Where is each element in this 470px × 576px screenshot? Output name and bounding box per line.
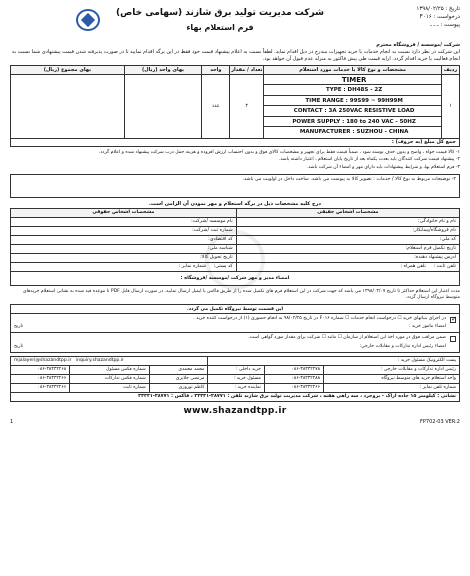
col-spec: مشخصات و نوع کالا یا خدمات مورد استعلام xyxy=(264,65,442,74)
national-id-field[interactable]: شناسه ملی: xyxy=(11,245,237,254)
terms-notes xyxy=(10,150,460,171)
description-line: تصویر کالا به پیوست می باشد. xyxy=(310,176,372,182)
contact-row: شماره تلفن نمابر : ۰۸۶-۳۸۳۳۲۲۶۶ نماینده خرید : کاظم نوروزی شماره ثابت ۰۸۶-۳۸۳۳۲۲۶۶ xyxy=(11,383,460,392)
col-unit-price: بهای واحد (ریال) xyxy=(124,65,202,74)
national-code-field[interactable]: کد ملی: xyxy=(236,236,459,245)
full-name-field[interactable]: نام و نام خانوادگی: xyxy=(236,218,459,227)
website-link[interactable]: www.shazandtpp.ir xyxy=(183,405,287,416)
note-item: ۳- فرم استعلام بها، و شرایط پیشنهادات باید دارای مهر و امضاء آن شرکت باشد. xyxy=(306,165,460,171)
note-item: ۱- کالا قیمت خواه ، واضح و بدون حذف نوشته شود ، ضمناً قیمت فقط برای تجهیز و مشخصات کالای فوق و بدون احتساب ارزش افزوده و هزینه حمل درب شرکت پیشنهاد شده و اعلام گردد. xyxy=(98,149,460,155)
checkbox-icon[interactable] xyxy=(450,317,456,323)
description-box xyxy=(10,174,460,198)
phone-field[interactable]: تلفن ثابت : تلفن همراه : xyxy=(236,263,459,272)
checkbox-icon[interactable] xyxy=(450,336,456,342)
salutation: شرکت /موسسه / فروشگاه محترم xyxy=(376,42,460,48)
company-address: نشانی : کیلومتر ۱۵ جاده اراک - بروجرد ، سه راهی هفته ، شرکت مدیریت تولید برق شازند تلفن : ۴۸۷۷۱-۳۳۳۳۱ ، فاکس : ۴۸۷۷۱-۳۳۳۳۱ xyxy=(10,393,460,402)
page-number: 1 xyxy=(10,418,14,425)
intro-text xyxy=(10,42,460,62)
company-logo xyxy=(10,6,100,34)
head-signature[interactable]: امضاء رئیس اداره تدارکات و مقابلات خارجی: xyxy=(359,343,446,349)
row-number: ۱ xyxy=(442,74,460,138)
economic-code-field[interactable]: کد اقتصادی: xyxy=(11,236,237,245)
buyer-row xyxy=(11,314,459,333)
date-field: تاریخ : ۱۳۹۸/۰۲/۲۵ xyxy=(416,6,460,12)
col-total-price: بهای مجموع (ریال) xyxy=(11,65,125,74)
items-table xyxy=(10,65,460,147)
head-date[interactable]: تاریخ xyxy=(14,343,24,349)
email-value[interactable]: mjalayeri@shazandtpp.ir inquiry.shazandtpp.ir xyxy=(11,356,208,365)
form-meta xyxy=(340,6,460,30)
description-line: ساخت داخل در اولویت می باشد. xyxy=(242,176,309,182)
item-spec xyxy=(264,74,442,138)
form-header xyxy=(10,6,460,40)
request-field: درخواست : F۰۱۶ xyxy=(419,14,460,20)
postal-fax-field[interactable]: کد پستی: شماره نمابر : xyxy=(11,263,237,272)
buyer-section-title: این قسمت توسط نیروگاه تکمیل می گردد. xyxy=(11,305,459,314)
total-in-words[interactable]: جمع کل مبلغ (به حروف) : xyxy=(11,138,460,146)
buyer-date[interactable]: تاریخ xyxy=(14,324,24,330)
spec-line: MANUFACTURER : SUZHOU - CHINA xyxy=(299,129,409,136)
spec-line: TYPE : DH48S - 2Z xyxy=(264,85,441,96)
company-name: شرکت مدیریت تولید برق شازند (سهامی خاص) xyxy=(115,8,324,18)
col-qty: تعداد / مقدار xyxy=(231,66,263,73)
parties-note: درج کلیه مشخصات ذیل در برگه استعلام و مهر نمودن آن الزامی است. xyxy=(149,200,321,207)
table-row xyxy=(11,74,460,138)
form-title: فرم استعلام بهاء xyxy=(186,23,254,33)
buyer-text: در اجرای بنیانهای خرید ☐ درخواست انجام خدمات ☐ شماره F۰۱۶ در تاریخ ۹۸/۰۲/۲۵ به انجام حضوری (۱) از درخواست کننده خرید . xyxy=(193,315,446,321)
form-code: FP702-03 VER:2 xyxy=(420,418,460,425)
col-row: ردیف xyxy=(442,65,460,74)
note-item: ۲- پیشنهاد قیمت شرکت کنندگان باید بعدت یکماه بعد از تاریخ پایان استعلام ، اعتبار داشته باشد. xyxy=(278,157,460,163)
real-person-header: مشخصات اشخاص حقیقی xyxy=(236,209,459,218)
contact-row: رئیس اداره تدارکات و مقابلات خارجی : ۰۸۶-۳۸۳۳۲۲۷۸ خرید داخلی : محمد محمدی شماره فکس مسئول ۰۸۶-۳۸۳۳۲۲۶۸ xyxy=(11,365,460,374)
contact-row: واحد استعلام خرید های متوسط نیروگاه ۰۸۶-۳۸۳۳۲۲۸۸ مسئول خرید : مرتضی جلایری شماره فکس تدارکات ۰۸۶-۳۸۳۳۲۲۶۶ xyxy=(11,374,460,383)
delivery-date-field[interactable]: تاریخ تحویل کالا: xyxy=(11,254,237,263)
spec-line: CONTACT : 3A 250VAC RESISTIVE LOAD xyxy=(264,106,441,117)
spec-line: POWER SUPPLY : 180 to 240 VAC - 50HZ xyxy=(264,117,441,128)
legal-person-header: مشخصات اشخاص حقوقی xyxy=(11,209,237,218)
buyer-signature[interactable]: امضاء مامور خرید : xyxy=(408,324,446,330)
buyer-text: ضمن مراقب فوق در مورد اخذ این استعلام از سازمان ☐ مانند ☐ شرکت برای مقدار مورد گواهی است. xyxy=(248,335,446,341)
intro-body: این شرکت در نظر دارد نسبت به انجام خدمات یا خرید تجهیزات مندرج در ذیل اقدام نماید. لطفاً نسبت به اعلام پیشنهاد قیمت خود فقط در این برگه اقدام نمایید تا در صورت پذیرفته شدن قیمت پیشنهادی شما نسبت به انجام فعالیت یا خرید اقدام گردد. ارایه قیمت طی پیش فاکتور به منزله عدم قبول آن خواهد بود. xyxy=(12,49,460,62)
shop-name-field[interactable]: نام فروشگاه/پیمانکار: xyxy=(236,227,459,236)
logo-icon xyxy=(76,9,100,31)
deadline-note: مدت اعتبار این استعلام حداکثر تا تاریخ ۱۳۹۸/۰۳/۰۷ می باشد که جهت شرکت در این استعلام فرم های تکمیل شده را از طریق فاکس یا ایمیل ارسال نمایید. در صورت ارسال فایل PDF تا موعده قید شده به نشانی استعلام خریدهای متوسط نیروگاه ارسال گردد. xyxy=(22,289,460,300)
total-price-field[interactable] xyxy=(11,74,125,138)
footer-bar xyxy=(10,419,460,425)
company-name-field[interactable]: نام موسسه /شرکت: xyxy=(11,218,237,227)
unit-price-field[interactable] xyxy=(124,74,202,138)
col-unit: واحد xyxy=(202,65,230,74)
registration-field[interactable]: شماره ثبت /شرکت: xyxy=(11,227,237,236)
buyer-row xyxy=(11,333,459,351)
item-qty: ۲ xyxy=(230,74,264,138)
buyer-section xyxy=(10,304,460,353)
attachment-field: پیوست : ـ ـ ـ xyxy=(430,22,460,28)
completion-date-field[interactable]: تاریخ تکمیل فرم استعلام: xyxy=(236,245,459,254)
description-label: ۴- توضیحات مربوط به نوع کالا / خدمات : xyxy=(373,176,456,182)
spec-line: TIME RANGE : 99S99 ~ 99H99M xyxy=(264,96,441,107)
item-title: TIMER xyxy=(264,75,441,86)
supplier-info-table xyxy=(10,208,460,286)
email-label: پست الکترونیک مسئول خرید : xyxy=(208,356,460,365)
supplier-signature[interactable]: امضاء مدیر و مهر شرکت /موسسه /فروشگاه : xyxy=(11,272,460,286)
contact-table xyxy=(10,356,460,393)
item-unit: عدد xyxy=(202,74,230,138)
supplier-address-field[interactable]: آدرس پیشنهاد دهنده: xyxy=(236,254,459,263)
